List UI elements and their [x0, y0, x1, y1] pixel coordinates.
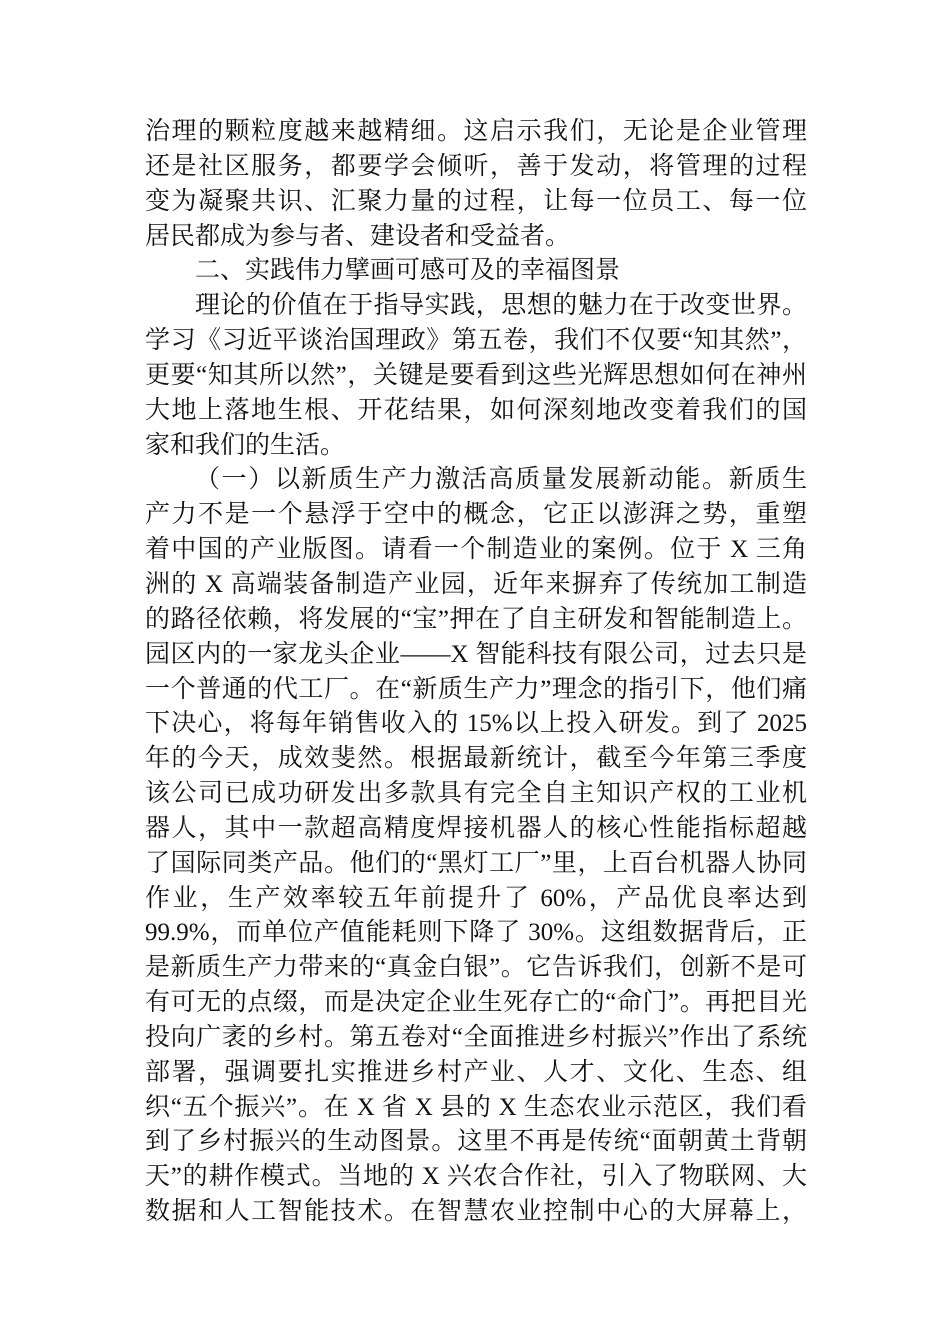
text-line: 一个普通的代工厂。在“新质生产力”理念的指引下，他们痛 [145, 675, 807, 703]
text-line: 天”的耕作模式。当地的 X 兴农合作社，引入了物联网、大 [145, 1163, 807, 1191]
text-line: 理论的价值在于指导实践，思想的魅力在于改变世界。 [195, 292, 807, 320]
text-line: 织“五个振兴”。在 X 省 X 县的 X 生态农业示范区，我们看 [145, 1093, 807, 1121]
text-line: 投向广袤的乡村。第五卷对“全面推进乡村振兴”作出了系统 [145, 1023, 807, 1051]
document-page [145, 115, 807, 1230]
text-line: 着中国的产业版图。请看一个制造业的案例。位于 X 三角 [145, 536, 807, 564]
text-line: 大地上落地生根、开花结果，如何深刻地改变着我们的国 [145, 396, 807, 424]
text-line: 到了乡村振兴的生动图景。这里不再是传统“面朝黄土背朝 [145, 1128, 807, 1156]
text-line: 洲的 X 高端装备制造产业园，近年来摒弃了传统加工制造 [145, 570, 807, 598]
text-line: 变为凝聚共识、汇聚力量的过程，让每一位员工、每一位 [145, 187, 807, 215]
text-line: 数据和人工智能技术。在智慧农业控制中心的大屏幕上， [145, 1198, 807, 1226]
text-line: 园区内的一家龙头企业——X 智能科技有限公司，过去只是 [145, 640, 807, 668]
subsection-heading-line: （一）以新质生产力激活高质量发展新动能。新质生 [195, 466, 807, 494]
text-line: 99.9%，而单位产值能耗则下降了 30%。这组数据背后，正 [145, 919, 807, 947]
text-line: 的路径依赖，将发展的“宝”押在了自主研发和智能制造上。 [145, 605, 807, 633]
text-line: 了国际同类产品。他们的“黑灯工厂”里，上百台机器人协同 [145, 849, 807, 877]
text-line: 作业，生产效率较五年前提升了 60%，产品优良率达到 [145, 884, 807, 912]
text-line: 产力不是一个悬浮于空中的概念，它正以澎湃之势，重塑 [145, 501, 807, 529]
text-line: 下决心，将每年销售收入的 15%以上投入研发。到了 2025 [145, 710, 807, 738]
text-line: 是新质生产力带来的“真金白银”。它告诉我们，创新不是可 [145, 954, 807, 982]
text-line: 该公司已成功研发出多款具有完全自主知识产权的工业机 [145, 780, 807, 808]
text-line: 学习《习近平谈治国理政》第五卷，我们不仅要“知其然”， [145, 327, 807, 355]
text-line: 有可无的点缀，而是决定企业生死存亡的“命门”。再把目光 [145, 989, 807, 1017]
text-line: 器人，其中一款超高精度焊接机器人的核心性能指标超越 [145, 814, 807, 842]
text-line: 治理的颗粒度越来越精细。这启示我们，无论是企业管理 [145, 118, 807, 145]
text-line: 年的今天，成效斐然。根据最新统计，截至今年第三季度 [145, 745, 807, 773]
text-line: 还是社区服务，都要学会倾听，善于发动，将管理的过程 [145, 152, 807, 180]
section-heading: 二、实践伟力擘画可感可及的幸福图景 [195, 257, 621, 285]
text-line: 部署，强调要扎实推进乡村产业、人才、文化、生态、组 [145, 1058, 807, 1086]
text-line: 居民都成为参与者、建设者和受益者。 [145, 222, 571, 250]
text-line: 更要“知其所以然”，关键是要看到这些光辉思想如何在神州 [145, 361, 807, 389]
text-line: 家和我们的生活。 [145, 431, 346, 459]
